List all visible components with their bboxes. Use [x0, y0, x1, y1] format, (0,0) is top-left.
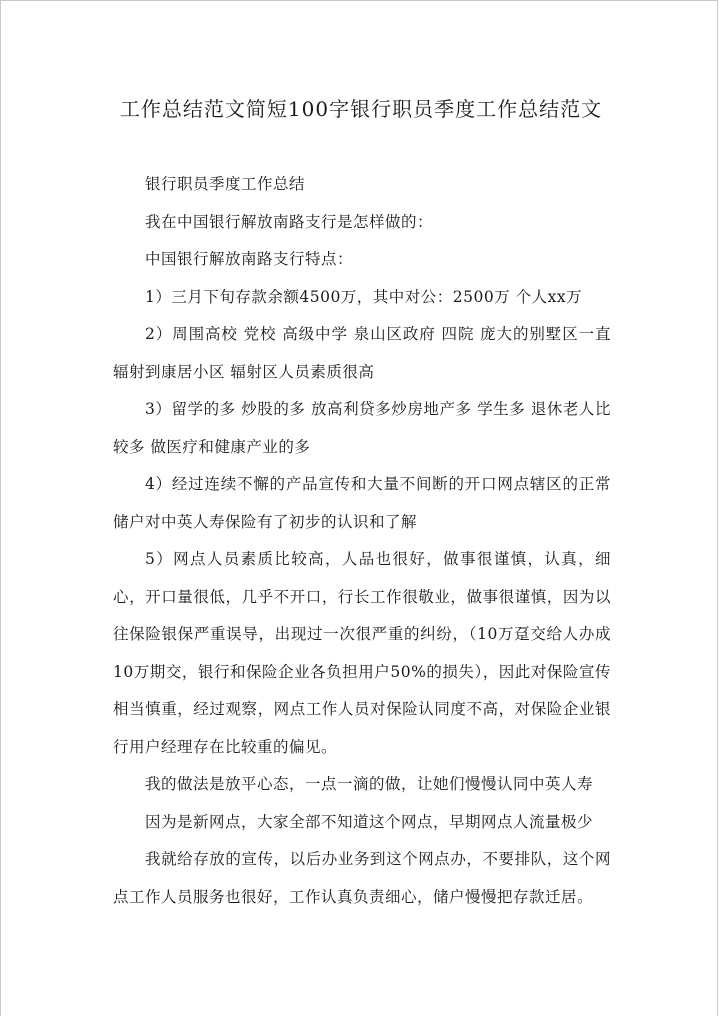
document-body — [113, 166, 611, 916]
paragraph: 1）三月下旬存款余额4500万，其中对公：2500万 个人xx万 — [145, 287, 583, 306]
paragraph: 我在中国银行解放南路支行是怎样做的： — [145, 212, 434, 231]
document-title: 工作总结范文简短100字银行职员季度工作总结范文 — [119, 97, 603, 121]
paragraph: 我就给存放的宣传，以后办业务到这个网点办，不要排队，这个网点工作人员服务也很好，工作认真负责细心，储户慢慢把存款迁居。 — [113, 850, 611, 906]
paragraph: 我的做法是放平心态，一点一滴的做，让她们慢慢认同中英人寿 — [145, 775, 594, 793]
paragraph: 4）经过连续不懈的产品宣传和大量不间断的开口网点辖区的正常储户对中英人寿保险有了初步的认识和了解 — [113, 475, 611, 531]
paragraph: 因为是新网点，大家全部不知道这个网点，早期网点人流量极少 — [145, 812, 594, 831]
paragraph: 3）留学的多 炒股的多 放高利贷多炒房地产多 学生多 退休老人比较多 做医疗和健康产业的多 — [113, 400, 611, 456]
paragraph: 2）周围高校 党校 高级中学 泉山区政府 四院 庞大的别墅区一直辐射到康居小区 辐射区人员素质很高 — [113, 325, 611, 381]
paragraph: 中国银行解放南路支行特点： — [145, 250, 354, 268]
paragraph: 银行职员季度工作总结 — [145, 175, 306, 193]
paragraph: 5）网点人员素质比较高，人品也很好，做事很谨慎，认真，细心，开口量很低，几乎不开口，行长工作很敬业，做事很谨慎，因为以往保险银保严重误导，出现过一次很严重的纠纷，（10万趸交给人办成10万期交，银行和保险企业各负担用户50%的损失），因此对保险宣传相当慎重，经过观察，网点工作人员对保险认同度不高，对保险企业银行用户经理存在比较重的偏见。 — [113, 550, 611, 756]
